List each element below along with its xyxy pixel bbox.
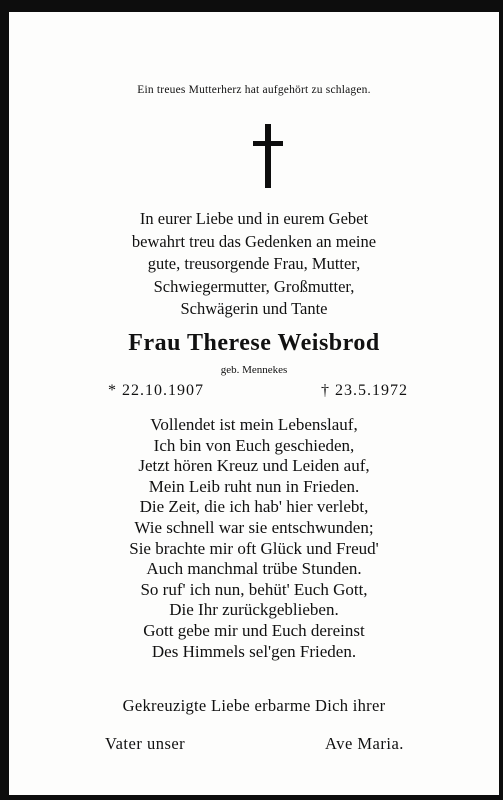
poem-line: So ruf' ich nun, behüt' Euch Gott, [140,579,368,599]
intro-text [9,208,499,321]
poem-line: Vollendet ist mein Lebenslauf, [150,415,358,434]
poem-line: Jetzt hören Kreuz und Leiden auf, [138,456,370,476]
poem-line: Gott gebe mir und Euch dereinst [143,620,365,640]
poem-line: Die Zeit, die ich hab' hier verlebt, [139,497,369,517]
card-content [9,12,499,795]
poem-line: Wie schnell war sie entschwunden; [134,517,374,537]
intro-line: In eurer Liebe und in eurem Gebet [139,209,369,228]
prayer-ave-maria: Ave Maria. [325,734,404,753]
poem-line: Auch manchmal trübe Stunden. [146,559,362,579]
poem-line: Die Ihr zurückgeblieben. [169,600,339,620]
maiden-name: geb. Mennekes [220,364,288,376]
intro-line: bewahrt treu das Gedenken an meine [131,231,377,251]
closing-prayer-line: Gekreuzigte Liebe erbarme Dich ihrer [122,696,386,715]
intro-line: Schwiegermutter, Großmutter, [153,276,355,296]
intro-line: Schwägerin und Tante [180,299,328,318]
deceased-name: Frau Therese Weisbrod [128,330,380,356]
prayer-vater-unser: Vater unser [105,734,186,753]
latin-cross-icon [253,124,283,188]
life-dates [9,382,499,404]
cross-horizontal-bar [253,141,283,146]
memorial-poem [9,415,499,662]
cross-vertical-bar [265,124,271,188]
intro-line: gute, treusorgende Frau, Mutter, [147,254,361,273]
poem-line: Mein Leib ruht nun in Frieden. [148,476,360,496]
motto-line: Ein treues Mutterherz hat aufgehört zu schlagen. [137,84,371,96]
poem-line: Des Himmels sel'gen Frieden. [151,641,357,661]
poem-line: Ich bin von Euch geschieden, [153,435,355,455]
prayers-row [9,734,499,756]
death-date: † 23.5.1972 [321,382,408,399]
poem-line: Sie brachte mir oft Glück und Freud' [129,538,379,558]
birth-date: * 22.10.1907 [108,382,204,399]
